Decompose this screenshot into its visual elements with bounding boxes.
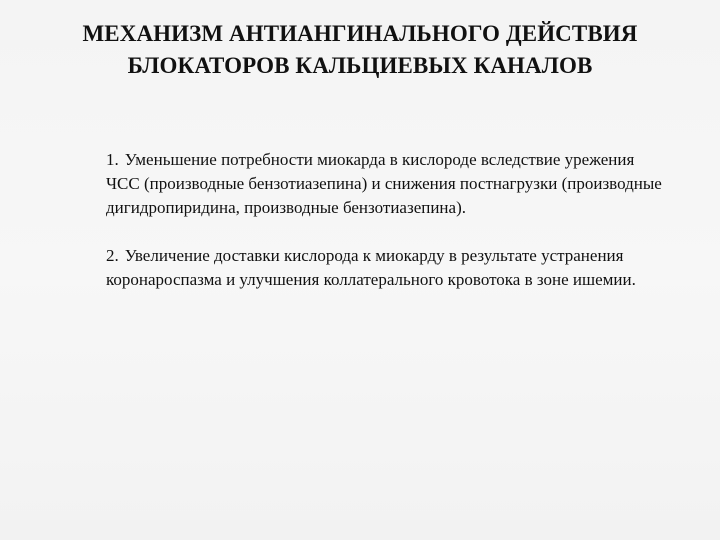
title-line-1: МЕХАНИЗМ АНТИАНГИНАЛЬНОГО ДЕЙСТВИЯ [82,21,638,46]
item-number: 2. [106,246,119,265]
item-text: Увеличение доставки кислорода к миокарду в результате устранения коронароспазма и улучшения коллатерального кровотока в зоне ишемии. [106,246,636,289]
list-item [106,148,666,220]
slide-title [40,18,680,82]
list-item [106,244,666,292]
item-text: Уменьшение потребности миокарда в кислороде вследствие урежения ЧСС (производные бензотиазепина) и снижения постнагрузки (производные дигидропиридина, производные бензотиазепина). [106,150,662,217]
numbered-list [106,148,666,316]
title-line-2: БЛОКАТОРОВ КАЛЬЦИЕВЫХ КАНАЛОВ [127,53,593,78]
item-number: 1. [106,150,119,169]
